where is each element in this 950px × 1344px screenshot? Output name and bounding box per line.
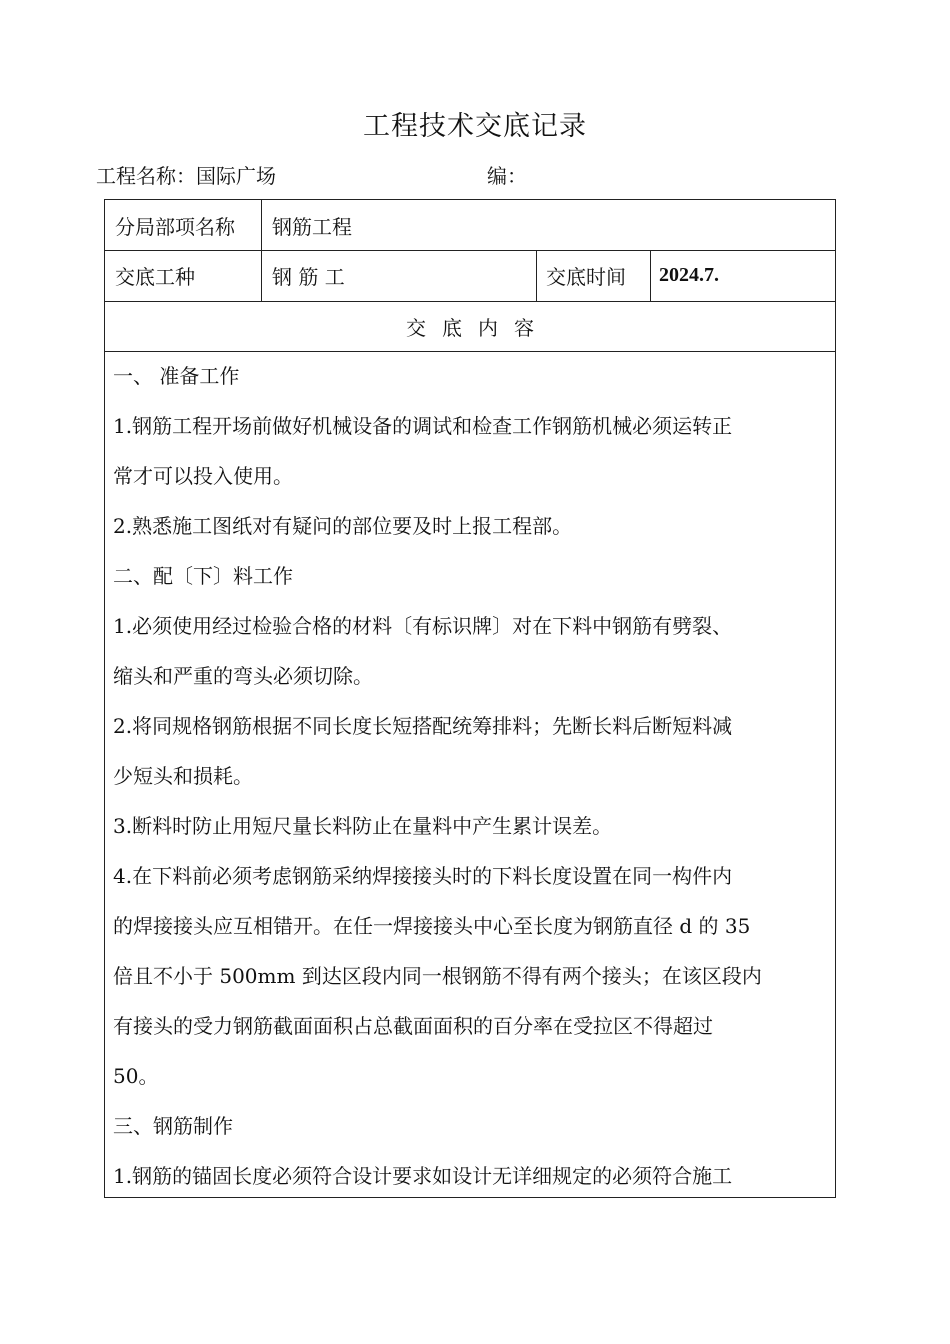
content-line: 二、配〔下〕料工作 xyxy=(113,564,293,588)
content-line: 一、 准备工作 xyxy=(113,364,240,388)
trade-label: 交底工种 xyxy=(115,265,195,289)
content-line: 倍且不小于 500mm 到达区段内同一根钢筋不得有两个接头；在该区段内 xyxy=(113,964,762,988)
table-row-section xyxy=(105,200,835,251)
content-line: 1.必须使用经过检验合格的材料〔有标识牌〕对在下料中钢筋有劈裂、 xyxy=(113,614,733,638)
content-line: 3.断料时防止用短尺量长料防止在量料中产生累计误差。 xyxy=(113,814,613,838)
content-line: 50。 xyxy=(113,1064,159,1088)
content-line: 缩头和严重的弯头必须切除。 xyxy=(113,664,373,688)
table-row-trade xyxy=(105,250,835,302)
section-value: 钢筋工程 xyxy=(272,214,352,239)
time-label: 交底时间 xyxy=(546,265,626,289)
content-heading: 交底内容 xyxy=(406,315,550,340)
content-line: 2.熟悉施工图纸对有疑问的部位要及时上报工程部。 xyxy=(113,514,573,538)
table-row-heading xyxy=(105,301,835,352)
disclosure-content xyxy=(113,351,821,1201)
content-line: 2.将同规格钢筋根据不同长度长短搭配统筹排料；先断长料后断短料减 xyxy=(113,714,733,738)
project-name: 工程名称：国际广场 xyxy=(96,164,276,188)
section-label: 分局部项名称 xyxy=(115,214,235,239)
disclosure-table xyxy=(104,199,836,1198)
content-line: 的焊接接头应互相错开。在任一焊接接头中心至长度为钢筋直径 d 的 35 xyxy=(113,914,751,938)
time-value: 2024.7. xyxy=(659,264,719,286)
trade-value: 钢 筋 工 xyxy=(272,265,345,289)
document-title: 工程技术交底记录 xyxy=(363,111,587,142)
content-line: 1.钢筋的锚固长度必须符合设计要求如设计无详细规定的必须符合施工 xyxy=(113,1164,733,1188)
content-line: 1.钢筋工程开场前做好机械设备的调试和检查工作钢筋机械必须运转正 xyxy=(113,414,733,438)
content-line: 常才可以投入使用。 xyxy=(113,464,293,488)
content-line: 少短头和损耗。 xyxy=(113,764,253,788)
content-line: 4.在下料前必须考虑钢筋采纳焊接接头时的下料长度设置在同一构件内 xyxy=(113,864,733,888)
content-line: 有接头的受力钢筋截面面积占总截面面积的百分率在受拉区不得超过 xyxy=(113,1014,713,1038)
document-number-label: 编： xyxy=(487,164,527,188)
content-line: 三、钢筋制作 xyxy=(113,1114,233,1138)
